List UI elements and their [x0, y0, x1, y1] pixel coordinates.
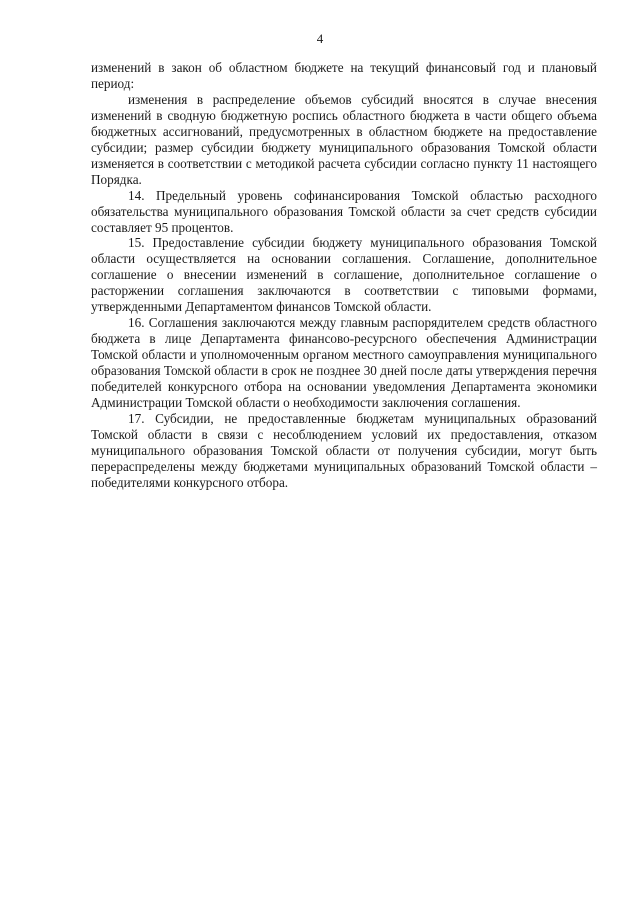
- document-body: [91, 60, 597, 491]
- paragraph-item-16: 16. Соглашения заключаются между главным распорядителем средств областного бюджета в лице Департамента финансово-ресурсного обеспечения Администрации Томской области и уполномоченным органом местного самоуправления муниципального образования Томской области в срок не позднее 30 дней после даты утверждения перечня победителей конкурсного отбора на основании уведомления Департамента экономики Администрации Томской области о необходимости заключения соглашения.: [91, 315, 597, 411]
- paragraph-continuation: изменений в закон об областном бюджете на текущий финансовый год и плановый период:: [91, 60, 597, 91]
- paragraph-item-17: 17. Субсидии, не предоставленные бюджетам муниципальных образований Томской области в связи с несоблюдением условий их предоставления, отказом муниципального образования Томской области от получения субсидии, могут быть перераспределены между бюджетами муниципальных образований Томской области – победителями конкурсного отбора.: [91, 410, 597, 490]
- paragraph-item-14: 14. Предельный уровень софинансирования Томской областью расходного обязательства муниципального образования Томской области за счет средств субсидии составляет 95 процентов.: [91, 187, 597, 235]
- paragraph-item-15: 15. Предоставление субсидии бюджету муниципального образования Томской области осуществляется на основании соглашения. Соглашение, дополнительное соглашение о внесении изменений в соглашение, дополнительное соглашение о расторжении соглашения заключаются в соответствии с типовыми формами, утвержденными Департаментом финансов Томской области.: [91, 235, 597, 315]
- page-number: 4: [316, 31, 324, 46]
- paragraph-subsidy-distribution: изменения в распределение объемов субсидий вносятся в случае внесения изменений в сводную бюджетную роспись областного бюджета в части общего объема бюджетных ассигнований, предусмотренных в областном бюджете на предоставление субсидии; размер субсидии бюджету муниципального образования Томской области изменяется в соответствии с методикой расчета субсидии согласно пункту 11 настоящего Порядка.: [91, 91, 597, 187]
